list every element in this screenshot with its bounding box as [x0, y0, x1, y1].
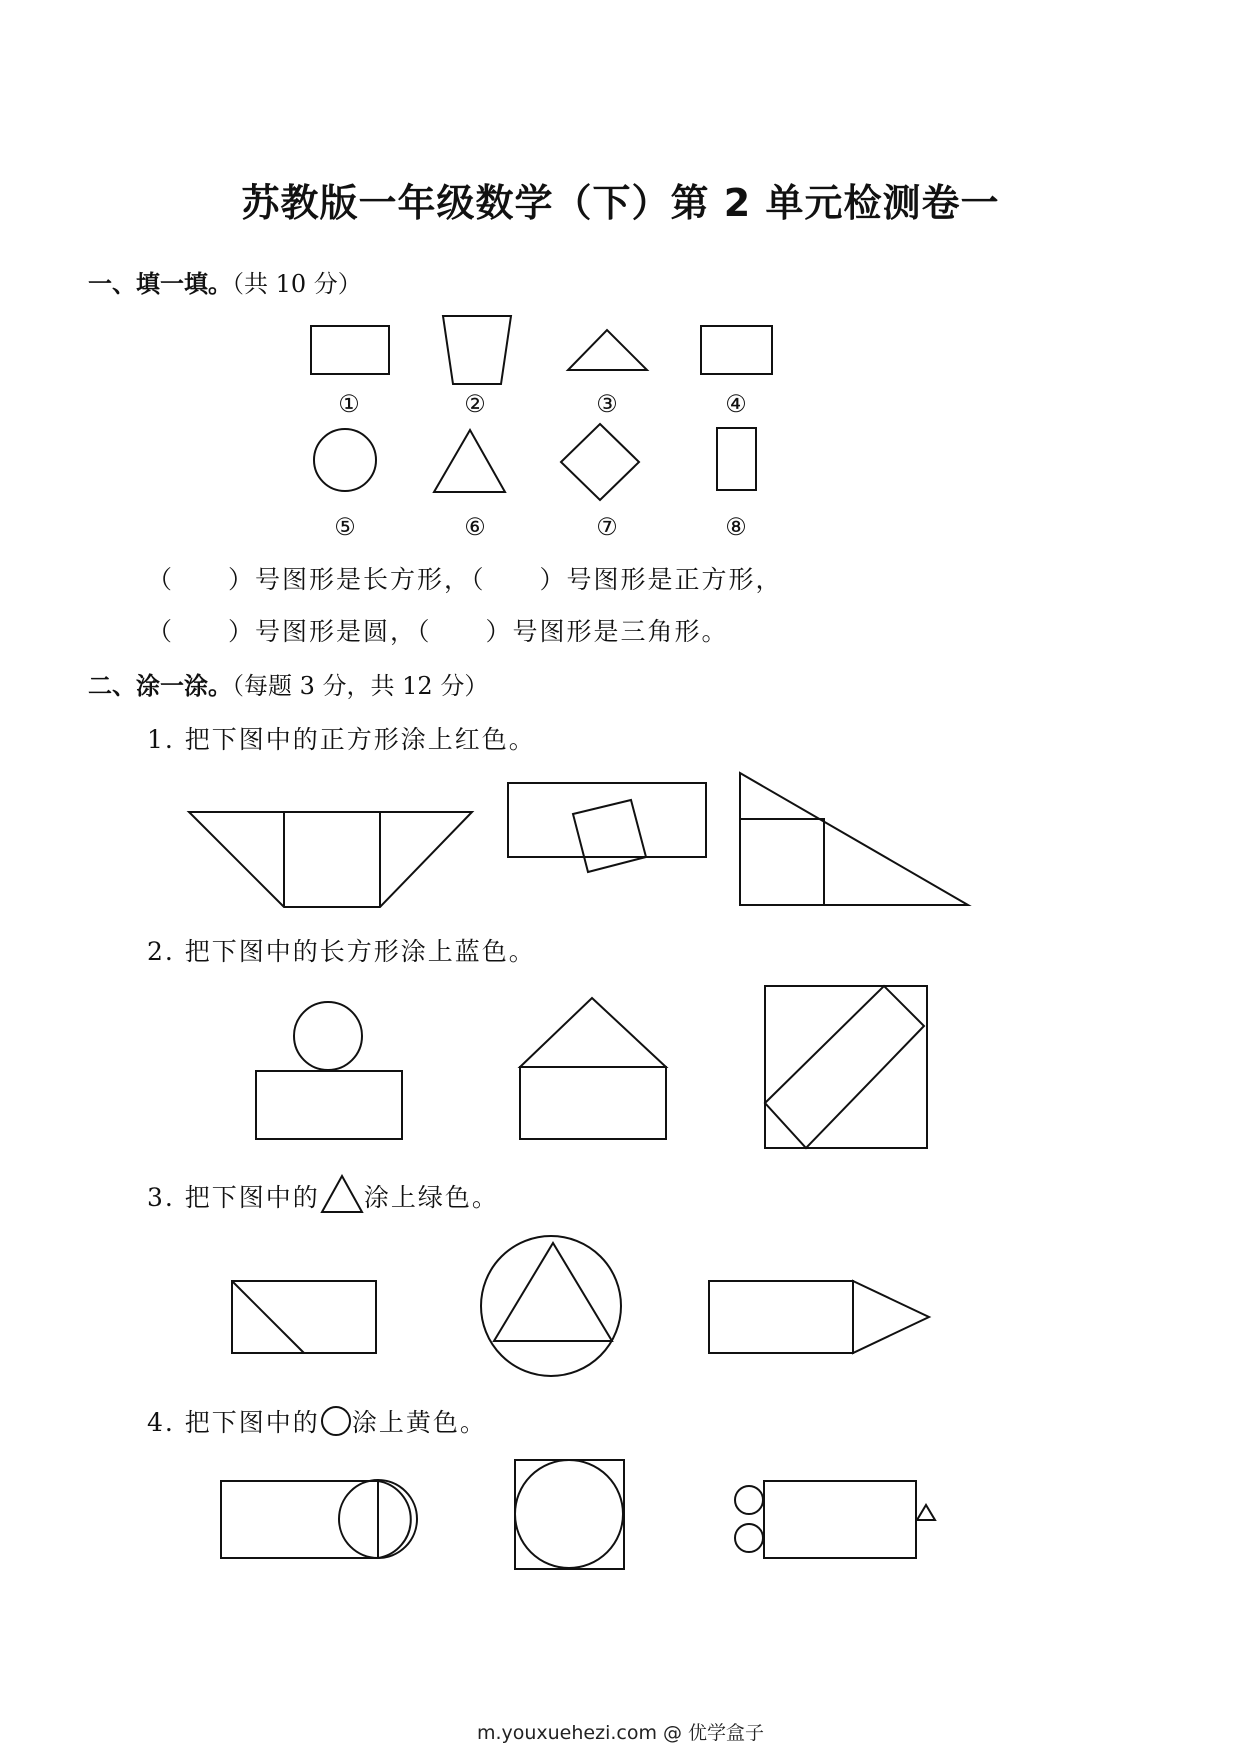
section-1-points: （共 10 分） — [232, 270, 362, 298]
shape-label-5: ⑤ — [334, 513, 356, 541]
section-2-points: （每题 3 分，共 12 分） — [232, 672, 489, 700]
question-3-text-end: 涂上绿色。 — [363, 1183, 499, 1212]
shape-label-8: ⑧ — [725, 513, 747, 541]
question-4-text-end: 涂上黄色。 — [351, 1408, 487, 1437]
q4-small-triangle — [917, 1505, 935, 1520]
question-2: 2. 把下图中的长方形涂上蓝色。 — [147, 937, 536, 966]
section-1-title: 一、填一填。 — [88, 270, 232, 298]
footer-watermark: m.youxuehezi.com @ 优学盒子 — [476, 1722, 765, 1744]
q4-inscribed-circle — [515, 1460, 623, 1568]
blank-open: （ — [147, 617, 175, 646]
blank-open: （ — [147, 565, 175, 594]
shape-label-7: ⑦ — [596, 513, 618, 541]
shape-label-1: ① — [338, 390, 360, 418]
section-2-title: 二、涂一涂。 — [88, 672, 232, 700]
blank-text: ）号图形是三角形。 — [485, 617, 729, 646]
q4-body-rectangle — [764, 1481, 916, 1558]
shape-label-6: ⑥ — [464, 513, 486, 541]
q4-small-circle-bottom — [735, 1524, 763, 1552]
blank-text: ）号图形是长方形，（ — [228, 565, 486, 594]
page-title: 苏教版一年级数学（下）第 2 单元检测卷一 — [241, 181, 1000, 225]
question-4-text: 4. 把下图中的 — [147, 1408, 320, 1437]
blank-text: ）号图形是圆，（ — [228, 617, 432, 646]
shape-label-4: ④ — [725, 390, 747, 418]
q4-rectangle — [221, 1481, 378, 1558]
blank-text: ）号图形是正方形， — [539, 565, 783, 594]
question-3-text: 3. 把下图中的 — [147, 1183, 320, 1212]
shape-label-2: ② — [464, 390, 486, 418]
question-1: 1. 把下图中的正方形涂上红色。 — [147, 725, 536, 754]
shape-label-3: ③ — [596, 390, 618, 418]
q4-small-circle-top — [735, 1486, 763, 1514]
